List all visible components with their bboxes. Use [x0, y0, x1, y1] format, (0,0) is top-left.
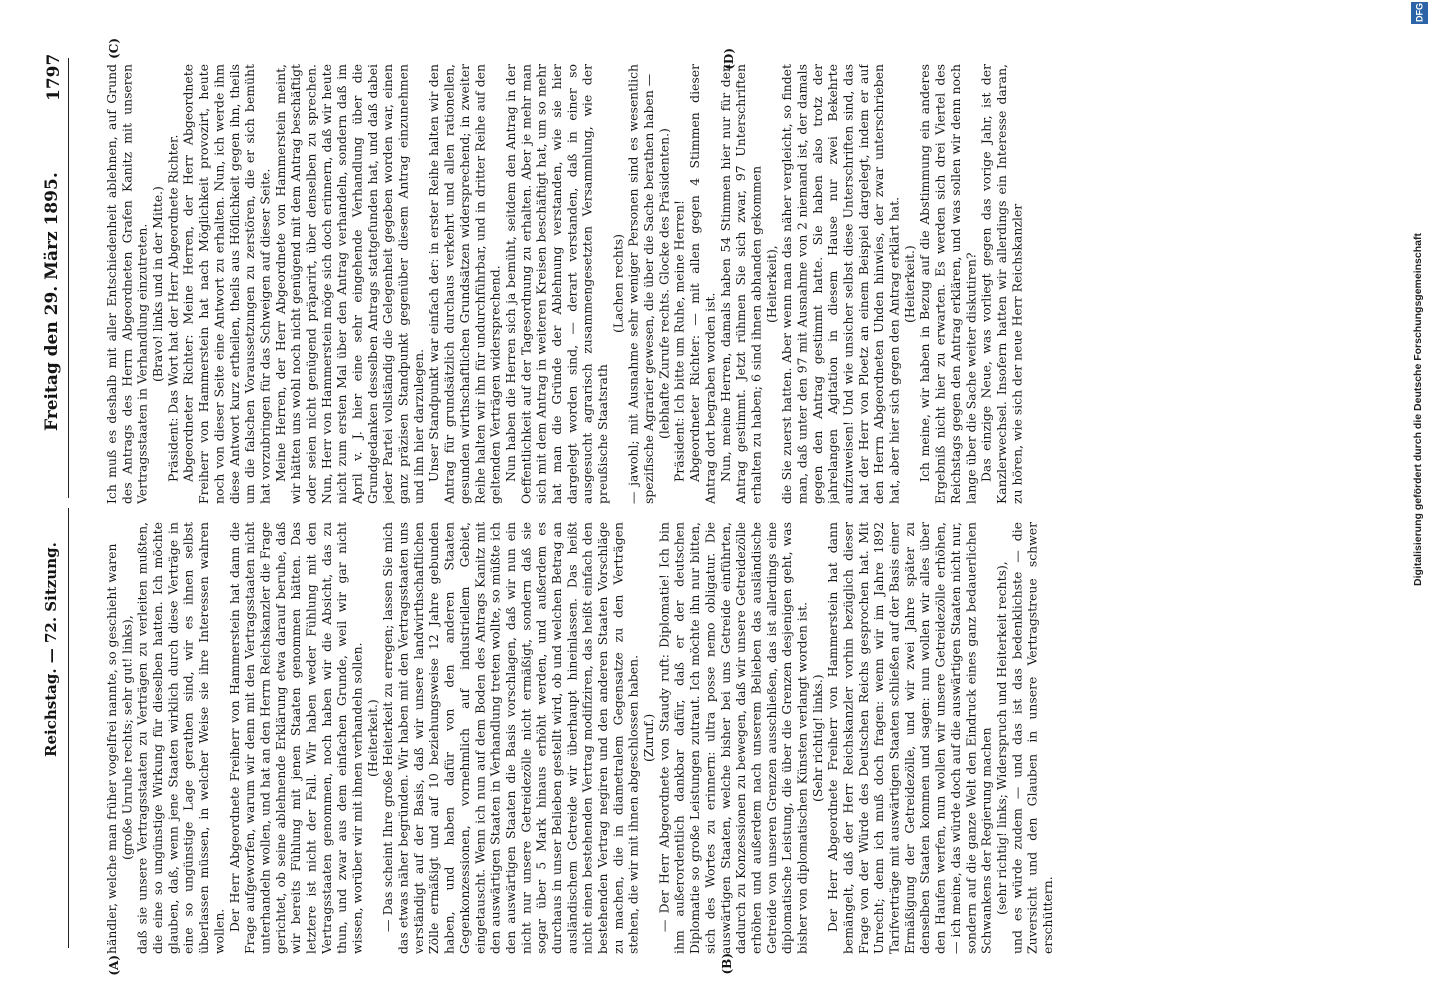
header-rule-left	[68, 508, 69, 948]
interjection: (Lachen rechts)	[610, 234, 626, 334]
margin-mark-c: (C)	[107, 38, 121, 59]
paragraph: daß sie unsere Vertragsstaaten zu Verträgen zu verleiten mußten, die eine so ungünstige Wirkung für dieselben hatten. Ich möchte glauben, daß, wenn jene Staaten wirklich durch diese Verträge in eine so ungünstige Lage gerathen sind, wir es ihnen selbst überlassen müssen, in welcher Weise sie ihre Interessen wahren wollen.	[134, 522, 227, 954]
paragraph: — jawohl; mit Ausnahme sehr weniger Personen sind es wesentlich spezifische Agrarier gewesen, die über die Sache berathen haben —	[625, 64, 657, 504]
text-column-left	[104, 522, 1394, 954]
margin-mark-a: (A)	[107, 955, 121, 976]
speaker-line: Präsident: Ich bitte um Ruhe, meine Herren!	[671, 200, 687, 482]
paragraph: Ich meine, wir haben in Bezug auf die Abstimmung ein anderes Ergebniß nicht hier zu erwarten. Es werden sich drei Viertel des Reichstags gegen den Antrag erklären, und was sollen wir denn noch lange über die Sache weiter diskutiren?	[917, 64, 979, 504]
paragraph: und es würde zudem — und das ist das bedenklichste — die Zuversicht und den Glauben in unsere Vertragstreue schwer erschüttern.	[1009, 522, 1055, 954]
paragraph: Der Herr Abgeordnete Freiherr von Hammerstein hat dann die Frage aufgeworfen, warum wir denn mit den Vertragsstaaten nicht unterhandeln wollen, und hat an den Herrn Reichskanzler die Frage gerichtet, ob seine ablehnende Erklärung etwa darauf beruhe, daß wir bereits Fühlung mit jenen Staaten genommen hätten. Das letztere ist nicht der Fall. Wir haben weder Fühlung mit den Vertragsstaaten genommen, noch haben wir die Absicht, das zu thun, und zwar aus dem einfachen Grunde, weil wir gar nicht wissen, worüber wir mit ihnen verhandeln sollen.	[226, 522, 365, 954]
speaker-line: Präsident: Das Wort hat der Herr Abgeordnete Richter.	[165, 134, 181, 482]
paragraph: Meine Herren, der Herr Abgeordnete von Hammerstein meint, wir hätten uns wohl noch nicht genügend mit dem Antrag beschäftigt oder seien nicht genügend präparirt, über denselben zu sprechen. Nun, Herr von Hammerstein möge sich doch erinnern, daß wir heute nicht zum ersten Mal über den Antrag verhandeln, sondern daß im April v. J. hier eine sehr eingehende Verhandlung über die Grundgedanken desselben Antrags stattgefunden hat, und daß dabei jeder Partei vollständig die Gelegenheit gegeben worden war, einen ganz präzisen Standpunkt gegenüber diesem Antrag einzunehmen und ihn hier darzulegen.	[272, 64, 426, 504]
paragraph: Ich muß es deshalb mit aller Entschiedenheit ablehnen, auf Grund des Antrags des Herrn Abgeordneten Grafen Kanitz mit unseren Vertragsstaaten in Verhandlung einzutreten.	[104, 64, 150, 504]
paragraph: Unser Standpunkt war einfach der: in erster Reihe halten wir den Antrag für grundsätzlich durchaus verkehrt und allen rationellen, gesunden wirthschaftlichen Grundsätzen widersprechend; in zweiter Reihe halten wir ihn für undurchführbar, und in dritter Reihe auf den geltenden Verträgen widersprechend.	[426, 64, 503, 504]
paragraph: Abgeordneter Richter: — mit allen gegen 4 Stimmen dieser Antrag dort begraben worden ist.	[687, 64, 718, 504]
paragraph: Das einzige Neue, was vorliegt gegen das vorige Jahr, ist der Kanzlerwechsel. Insofern hatten wir allerdings ein Interesse daran, zu hören, wie sich der neue Herr Reichskanzler	[978, 64, 1025, 504]
interjection: (große Unruhe rechts; sehr gut! links),	[119, 615, 135, 861]
paragraph: Nun haben die Herren sich ja bemüht, seitdem den Antrag in der Oeffentlichkeit auf der Tagesordnung zu erhalten. Aber je mehr man sich mit dem Antrag in weiteren Kreisen beschäftigt hat, um so mehr hat man die Gründe der Ablehnung verstanden, wie sie hier dargelegt worden sind, — derart verstanden, daß in einer so ausgesucht agrarisch zusammengesetzten Versammlung, wie der preußische Staatsrath	[502, 64, 610, 504]
margin-mark-d: (D)	[722, 48, 736, 70]
interjection: (Bravo! links und in der Mitte.)	[150, 186, 166, 382]
paragraph: Der Herr Abgeordnete Freiherr von Hammerstein hat dann bemängelt, daß der Herr Reichskanzler vorhin bezüglich dieser Frage von der Würde des Deutschen Reichs gesprochen hat. Mit Unrecht; denn ich muß doch fragen: wenn wir im Jahre 1892 Tarifverträge mit auswärtigen Staaten schließen auf der Basis einer Ermäßigung der Getreidezölle, und wir zwei Jahre später zu denselben Staaten kommen und sagen: nun wollen wir alles über den Haufen werfen, nun wollen wir unsere Getreidezölle erhöhen, — ich meine, das würde doch auf die auswärtigen Staaten nicht nur, sondern auf die ganze Welt den Eindruck eines ganz bedauerlichen Schwankens der Regierung machen	[825, 522, 994, 954]
paragraph: händler, welche man früher vogelfrei nannte, so geschieht waren	[104, 543, 119, 954]
interjection: (Zuruf.)	[641, 713, 657, 763]
running-head-right: Freitag den 29. März 1895.	[42, 172, 62, 432]
interjection: (Heiterkeit.)	[901, 245, 917, 323]
interjection: (sehr richtig! links; Widerspruch und Heiterkeit rechts),	[993, 561, 1009, 915]
interjection: (Heiterkeit),	[763, 245, 779, 323]
interjection: (lebhafte Zurufe rechts. Glocke des Präsidenten.)	[656, 128, 672, 440]
paragraph: — Das scheint Ihre große Heiterkeit zu erregen; lassen Sie mich das etwas näher begründen. Wir haben mit den Vertragsstaaten uns verständigt auf der Basis, daß wir unsere landwirthschaftlichen Zölle ermäßigt und auf 10 beziehungsweise 12 Jahre gebunden haben, und haben dafür von den anderen Staaten Gegenkonzessionen, vornehmlich auf industriellem Gebiet, eingetauscht. Wenn ich nun auf dem Boden des Antrags Kanitz mit den auswärtigen Staaten in Verhandlung treten wollte, so müßte ich den auswärtigen Staaten die Basis vorschlagen, daß wir nun ein nicht nur unsere Getreidezölle nicht ermäßigt, sondern daß sie sogar über 5 Mark hinaus erhöht werden, und außerdem es durchaus in unser Belieben gestellt wird, ob und welchen Betrag an ausländischem Getreide wir überhaupt hineinlassen. Das heißt nicht einen bestehenden Vertrag modifiziren, das heißt einfach den bestehenden Vertrag negiren und den anderen Staaten Vorschläge zu machen, die in diametralem Gegensatze zu den Verträgen stehen, die wir mit ihnen abgeschlossen haben.	[380, 522, 641, 954]
paragraph: Nun, meine Herren, damals haben 54 Stimmen hier nur für den Antrag gestimmt. Jetzt rühmen Sie sich zwar, 97 Unterschriften erhalten zu haben; 6 sind ihnen abhanden gekommen	[717, 64, 764, 504]
paragraph: die Sie zuerst hatten. Aber wenn man das näher vergleicht, so findet man, daß unter den 97 mit Ausnahme von 2 niemand ist, der damals gegen den Antrag gestimmt hatte. Sie haben also trotz der jahrelangen Agitation in diesem Hause nur zwei Bekehrte aufzuweisen! Und wie unsicher selbst diese Unterschriften sind, das hat der Herr von Ploetz an einem Beispiel dargelegt, indem er auf den Herrn Abgeordneten Uhden hinwies, der zwar unterschrieben hat, aber hier sich gegen den Antrag erklärt hat.	[779, 64, 902, 504]
page-number: 1797	[44, 53, 64, 101]
dfg-logo-icon: DFG	[1411, 2, 1428, 24]
running-head-left: Reichstag. — 72. Sitzung.	[42, 542, 60, 758]
header-rule-right	[68, 58, 69, 498]
paragraph: — Der Herr Abgeordnete von Staudy ruft: Diplomatie! Ich bin ihm außerordentlich dankbar dafür, daß er der deutschen Diplomatie so große Leistungen zutraut. Ich möchte ihn nur bitten, sich des Wortes zu erinnern: ultra posse nemo obligatur. Die auswärtigen Staaten, welche bisher bei uns Getreide einführten, dadurch zu Konzessionen zu bewegen, daß wir unsere Getreidezölle erhöhen und außerdem nach unserem Belieben das ausländische Getreide von unseren Grenzen ausschließen, das ist allerdings eine diplomatische Leistung, die über die Grenzen desjenigen geht, was bisher von diplomatischen Künsten verlangt worden ist.	[656, 522, 810, 954]
interjection: (Heiterkeit.)	[364, 699, 380, 777]
text-column-right	[104, 64, 1394, 504]
paragraph: Abgeordneter Richter: Meine Herren, der Herr Abgeordnete Freiherr von Hammerstein hat nach Möglichkeit provozirt, heute noch von dieser Seite eine Antwort zu erhalten. Nun, ich werde ihm diese Antwort kurz ertheilen, theils aus Höflichkeit gegen ihn, theils um die falschen Voraussetzungen zu zerstören, die er sich bemüht hat vorzubringen für das Schweigen auf dieser Seite.	[180, 64, 273, 504]
interjection: (Sehr richtig! links.)	[809, 674, 825, 802]
margin-mark-b: (B)	[720, 953, 734, 975]
digitization-notice: Digitalisierung gefördert durch die Deutsche Forschungsgemeinschaft	[1412, 233, 1424, 586]
